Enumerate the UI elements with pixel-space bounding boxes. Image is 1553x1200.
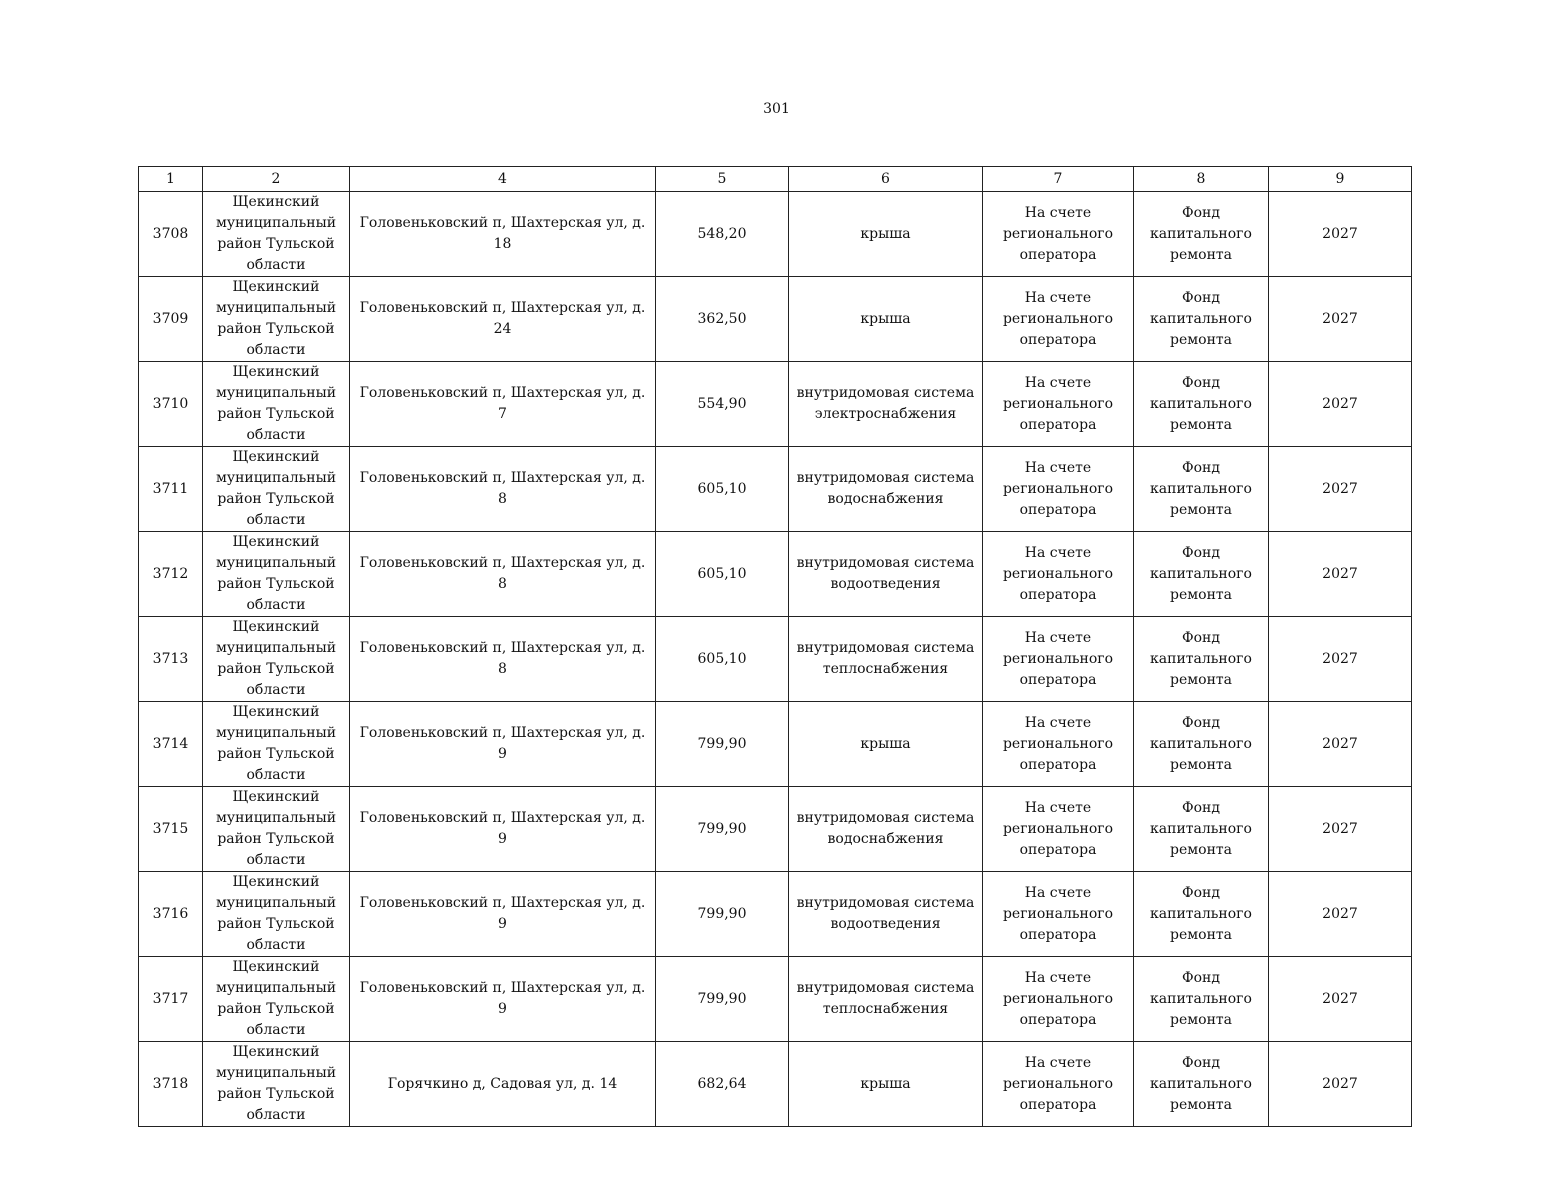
fund-cell: Фонд капитального ремонта [1134, 617, 1269, 702]
municipality-cell: Щекинский муниципальный район Тульской области [203, 617, 350, 702]
account-cell: На счете регионального оператора [983, 872, 1134, 957]
account-cell: На счете регионального оператора [983, 957, 1134, 1042]
element-cell: внутридомовая система водоотведения [789, 532, 983, 617]
area-cell: 605,10 [656, 617, 789, 702]
year-cell: 2027 [1269, 277, 1412, 362]
address-cell: Головеньковский п, Шахтерская ул, д. 9 [350, 702, 656, 787]
area-cell: 605,10 [656, 532, 789, 617]
year-cell: 2027 [1269, 532, 1412, 617]
account-cell: На счете регионального оператора [983, 787, 1134, 872]
row-number-cell: 3709 [139, 277, 203, 362]
account-cell: На счете регионального оператора [983, 447, 1134, 532]
element-cell: крыша [789, 192, 983, 277]
table-row [139, 192, 1412, 277]
table-row [139, 362, 1412, 447]
area-cell: 362,50 [656, 277, 789, 362]
row-number-cell: 3717 [139, 957, 203, 1042]
column-header: 7 [983, 167, 1134, 192]
row-number-cell: 3714 [139, 702, 203, 787]
address-cell: Головеньковский п, Шахтерская ул, д. 8 [350, 617, 656, 702]
column-header: 6 [789, 167, 983, 192]
row-number-cell: 3710 [139, 362, 203, 447]
element-cell: крыша [789, 702, 983, 787]
table-row [139, 702, 1412, 787]
account-cell: На счете регионального оператора [983, 277, 1134, 362]
column-header: 8 [1134, 167, 1269, 192]
year-cell: 2027 [1269, 617, 1412, 702]
table-row [139, 617, 1412, 702]
account-cell: На счете регионального оператора [983, 532, 1134, 617]
element-cell: внутридомовая система водоотведения [789, 872, 983, 957]
address-cell: Головеньковский п, Шахтерская ул, д. 9 [350, 957, 656, 1042]
element-cell: внутридомовая система электроснабжения [789, 362, 983, 447]
year-cell: 2027 [1269, 362, 1412, 447]
element-cell: крыша [789, 277, 983, 362]
municipality-cell: Щекинский муниципальный район Тульской области [203, 192, 350, 277]
area-cell: 799,90 [656, 702, 789, 787]
row-number-cell: 3713 [139, 617, 203, 702]
table-header-row [139, 167, 1412, 192]
row-number-cell: 3716 [139, 872, 203, 957]
municipality-cell: Щекинский муниципальный район Тульской области [203, 957, 350, 1042]
area-cell: 799,90 [656, 957, 789, 1042]
table-row [139, 957, 1412, 1042]
area-cell: 682,64 [656, 1042, 789, 1127]
address-cell: Головеньковский п, Шахтерская ул, д. 8 [350, 532, 656, 617]
fund-cell: Фонд капитального ремонта [1134, 702, 1269, 787]
address-cell: Головеньковский п, Шахтерская ул, д. 9 [350, 872, 656, 957]
address-cell: Головеньковский п, Шахтерская ул, д. 18 [350, 192, 656, 277]
column-header: 2 [203, 167, 350, 192]
year-cell: 2027 [1269, 872, 1412, 957]
row-number-cell: 3711 [139, 447, 203, 532]
table-row [139, 277, 1412, 362]
element-cell: крыша [789, 1042, 983, 1127]
municipality-cell: Щекинский муниципальный район Тульской области [203, 1042, 350, 1127]
year-cell: 2027 [1269, 787, 1412, 872]
area-cell: 799,90 [656, 872, 789, 957]
table-row [139, 532, 1412, 617]
fund-cell: Фонд капитального ремонта [1134, 532, 1269, 617]
column-header: 9 [1269, 167, 1412, 192]
row-number-cell: 3708 [139, 192, 203, 277]
address-cell: Головеньковский п, Шахтерская ул, д. 24 [350, 277, 656, 362]
municipality-cell: Щекинский муниципальный район Тульской области [203, 787, 350, 872]
fund-cell: Фонд капитального ремонта [1134, 1042, 1269, 1127]
municipality-cell: Щекинский муниципальный район Тульской области [203, 702, 350, 787]
page-number: 301 [763, 101, 790, 117]
account-cell: На счете регионального оператора [983, 617, 1134, 702]
fund-cell: Фонд капитального ремонта [1134, 362, 1269, 447]
column-header: 4 [350, 167, 656, 192]
address-cell: Горячкино д, Садовая ул, д. 14 [350, 1042, 656, 1127]
year-cell: 2027 [1269, 957, 1412, 1042]
area-cell: 554,90 [656, 362, 789, 447]
year-cell: 2027 [1269, 1042, 1412, 1127]
municipality-cell: Щекинский муниципальный район Тульской области [203, 362, 350, 447]
fund-cell: Фонд капитального ремонта [1134, 872, 1269, 957]
account-cell: На счете регионального оператора [983, 192, 1134, 277]
repair-schedule-table [138, 166, 1412, 1127]
year-cell: 2027 [1269, 192, 1412, 277]
fund-cell: Фонд капитального ремонта [1134, 957, 1269, 1042]
area-cell: 799,90 [656, 787, 789, 872]
year-cell: 2027 [1269, 447, 1412, 532]
table-row [139, 872, 1412, 957]
municipality-cell: Щекинский муниципальный район Тульской области [203, 532, 350, 617]
row-number-cell: 3715 [139, 787, 203, 872]
address-cell: Головеньковский п, Шахтерская ул, д. 7 [350, 362, 656, 447]
account-cell: На счете регионального оператора [983, 1042, 1134, 1127]
area-cell: 548,20 [656, 192, 789, 277]
account-cell: На счете регионального оператора [983, 702, 1134, 787]
row-number-cell: 3718 [139, 1042, 203, 1127]
fund-cell: Фонд капитального ремонта [1134, 447, 1269, 532]
element-cell: внутридомовая система теплоснабжения [789, 957, 983, 1042]
element-cell: внутридомовая система теплоснабжения [789, 617, 983, 702]
table-row [139, 447, 1412, 532]
address-cell: Головеньковский п, Шахтерская ул, д. 8 [350, 447, 656, 532]
column-header: 1 [139, 167, 203, 192]
municipality-cell: Щекинский муниципальный район Тульской области [203, 872, 350, 957]
account-cell: На счете регионального оператора [983, 362, 1134, 447]
table-row [139, 1042, 1412, 1127]
municipality-cell: Щекинский муниципальный район Тульской области [203, 447, 350, 532]
area-cell: 605,10 [656, 447, 789, 532]
table-row [139, 787, 1412, 872]
address-cell: Головеньковский п, Шахтерская ул, д. 9 [350, 787, 656, 872]
year-cell: 2027 [1269, 702, 1412, 787]
fund-cell: Фонд капитального ремонта [1134, 277, 1269, 362]
column-header: 5 [656, 167, 789, 192]
fund-cell: Фонд капитального ремонта [1134, 787, 1269, 872]
element-cell: внутридомовая система водоснабжения [789, 447, 983, 532]
element-cell: внутридомовая система водоснабжения [789, 787, 983, 872]
row-number-cell: 3712 [139, 532, 203, 617]
municipality-cell: Щекинский муниципальный район Тульской области [203, 277, 350, 362]
fund-cell: Фонд капитального ремонта [1134, 192, 1269, 277]
